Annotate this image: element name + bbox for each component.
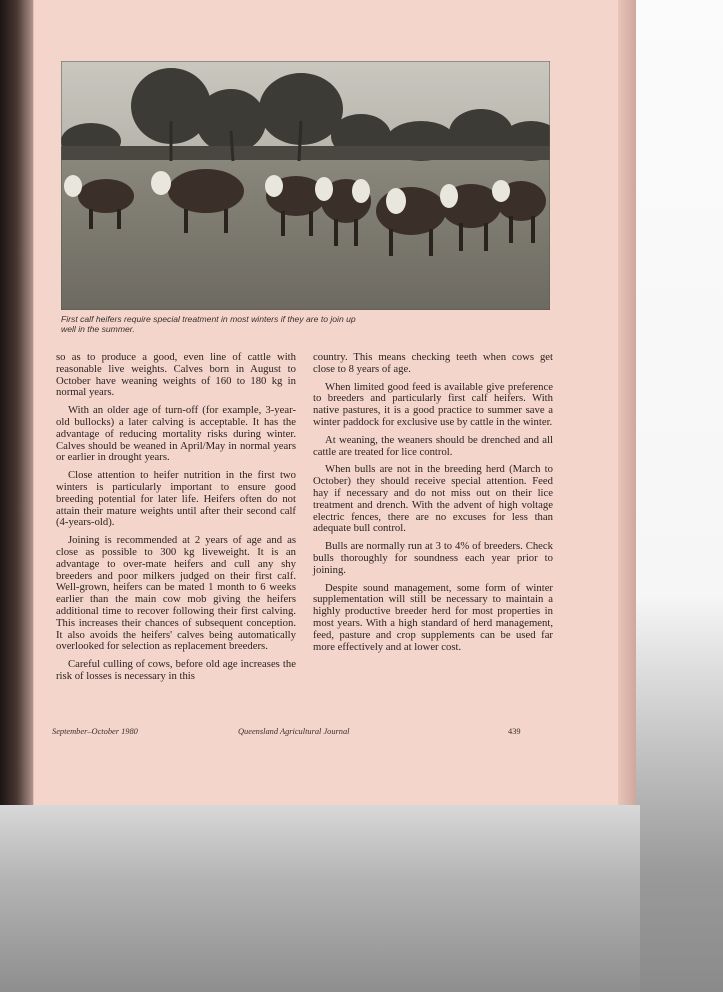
paragraph: country. This means checking teeth when cows get close to 8 years of age. (313, 351, 553, 375)
paragraph: When bulls are not in the breeding herd (March to October) they should receive special attention. Feed hay if necessary and do not miss out on their lice treatment and drench. With the advent of high voltage electric fences, there are no excuses for less than adequate bull control. (313, 463, 553, 535)
paragraph: With an older age of turn-off (for example, 3-year-old bullocks) a later calving is acceptable. It has the advantage of reducing mortality risks during winter. Calves should be weaned in April/May in normal years or earlier in drought years. (56, 404, 296, 464)
cattle-photo (61, 61, 550, 310)
right-column (313, 352, 553, 659)
background-surface (0, 805, 640, 992)
paragraph: Despite sound management, some form of winter supplementation will still be necessary to maintain a highly productive breeder herd for most properties in most years. With a high standard of herd management, feed, pasture and crop supplements can be used far more effectively and at lower cost. (313, 581, 553, 653)
page-number: 439 (508, 727, 521, 736)
photo-caption: First calf heifers require special treatment in most winters if they are to join up well in the summer. (61, 314, 356, 334)
paragraph: Careful culling of cows, before old age increases the risk of losses is necessary in this (56, 658, 296, 682)
paragraph: When limited good feed is available give preference to breeders and particularly first calf heifers. With native pastures, it is a good practice to summer save a winter paddock for exclusive use by cattle in the winter. (313, 380, 553, 428)
footer-date: September–October 1980 (52, 727, 138, 736)
footer-journal-title: Queensland Agricultural Journal (238, 727, 350, 736)
book-gutter-shadow (0, 0, 34, 830)
left-column (56, 352, 296, 689)
paragraph: At weaning, the weaners should be drenched and all cattle are treated for lice control. (313, 433, 553, 458)
paragraph: Joining is recommended at 2 years of age and as close as possible to 300 kg liveweight. It is an advantage to over-mate heifers and cull any shy breeders and poor milkers judged on their first calf. Well-grown, heifers can be mated 1 month to 6 weeks earlier than the main cow mob giving the heifers additional time to recover following their first calving. This increases their chances of subsequent conception. It also avoids the heifers' calves being automatically overlooked for selection as replacement breeders. (56, 534, 296, 653)
page-edge (618, 0, 636, 805)
paragraph: so as to produce a good, even line of cattle with reasonable live weights. Calves born in August to October have weaning weights of 160 to 180 kg in normal years. (56, 351, 296, 399)
paragraph: Bulls are normally run at 3 to 4% of breeders. Check bulls thoroughly for soundness each year prior to joining. (313, 540, 553, 576)
paragraph: Close attention to heifer nutrition in the first two winters is particularly important to ensure good breeding potential for later life. Heifers often do not attain their mature weights until after their second calf (4-years-old). (56, 469, 296, 529)
